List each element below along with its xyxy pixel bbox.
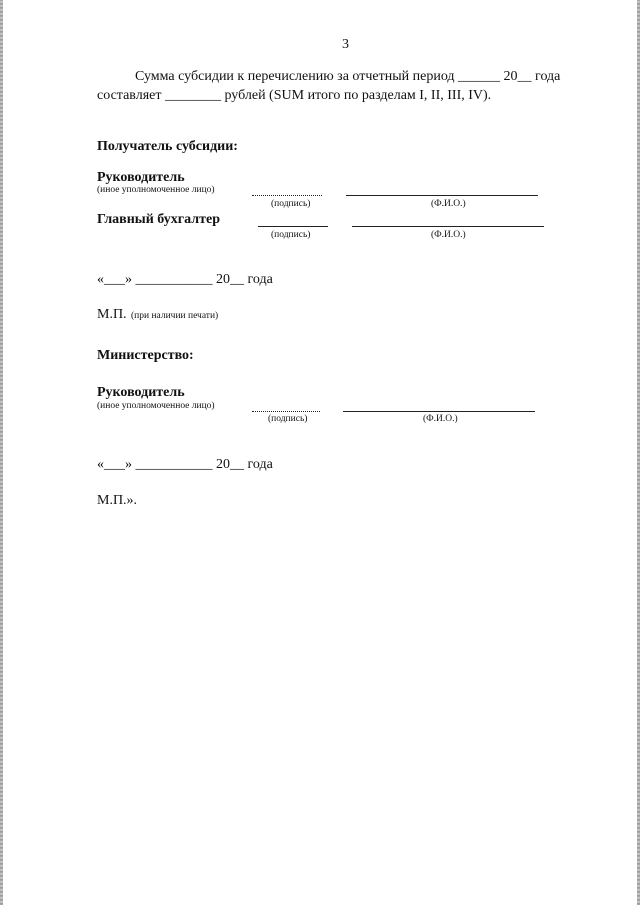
ministry-head-name-caption: (Ф.И.О.)	[423, 414, 458, 424]
scan-edge-left	[0, 0, 3, 905]
recipient-heading: Получатель субсидии:	[97, 139, 238, 154]
recipient-head-signature-line	[252, 195, 322, 196]
recipient-head-note: (иное уполномоченное лицо)	[97, 185, 215, 195]
ministry-head-title: Руководитель	[97, 385, 185, 400]
recipient-head-name-line	[346, 195, 538, 196]
sum-paragraph-line2: составляет ________ рублей (SUM итого по разделам I, II, III, IV).	[97, 88, 492, 103]
recipient-stamp-label: М.П.	[97, 307, 127, 322]
accountant-signature-caption: (подпись)	[271, 230, 311, 240]
accountant-title: Главный бухгалтер	[97, 212, 220, 227]
accountant-signature-line	[258, 226, 328, 227]
accountant-name-caption: (Ф.И.О.)	[431, 230, 466, 240]
ministry-stamp-label: М.П.».	[97, 493, 138, 508]
ministry-date-line: «___» ___________ 20__ года	[97, 457, 273, 472]
accountant-name-line	[352, 226, 544, 227]
ministry-head-signature-line	[252, 411, 320, 412]
sum-paragraph-line1: Сумма субсидии к перечислению за отчетный период ______ 20__ года	[135, 69, 561, 84]
recipient-head-name-caption: (Ф.И.О.)	[431, 199, 466, 209]
ministry-heading: Министерство:	[97, 348, 194, 363]
recipient-stamp-note: (при наличии печати)	[131, 311, 219, 321]
ministry-head-name-line	[343, 411, 535, 412]
recipient-head-title: Руководитель	[97, 170, 185, 185]
ministry-head-note: (иное уполномоченное лицо)	[97, 401, 215, 411]
recipient-date-line: «___» ___________ 20__ года	[97, 272, 273, 287]
recipient-head-signature-caption: (подпись)	[271, 199, 311, 209]
ministry-head-signature-caption: (подпись)	[268, 414, 308, 424]
page-number: 3	[342, 37, 349, 52]
